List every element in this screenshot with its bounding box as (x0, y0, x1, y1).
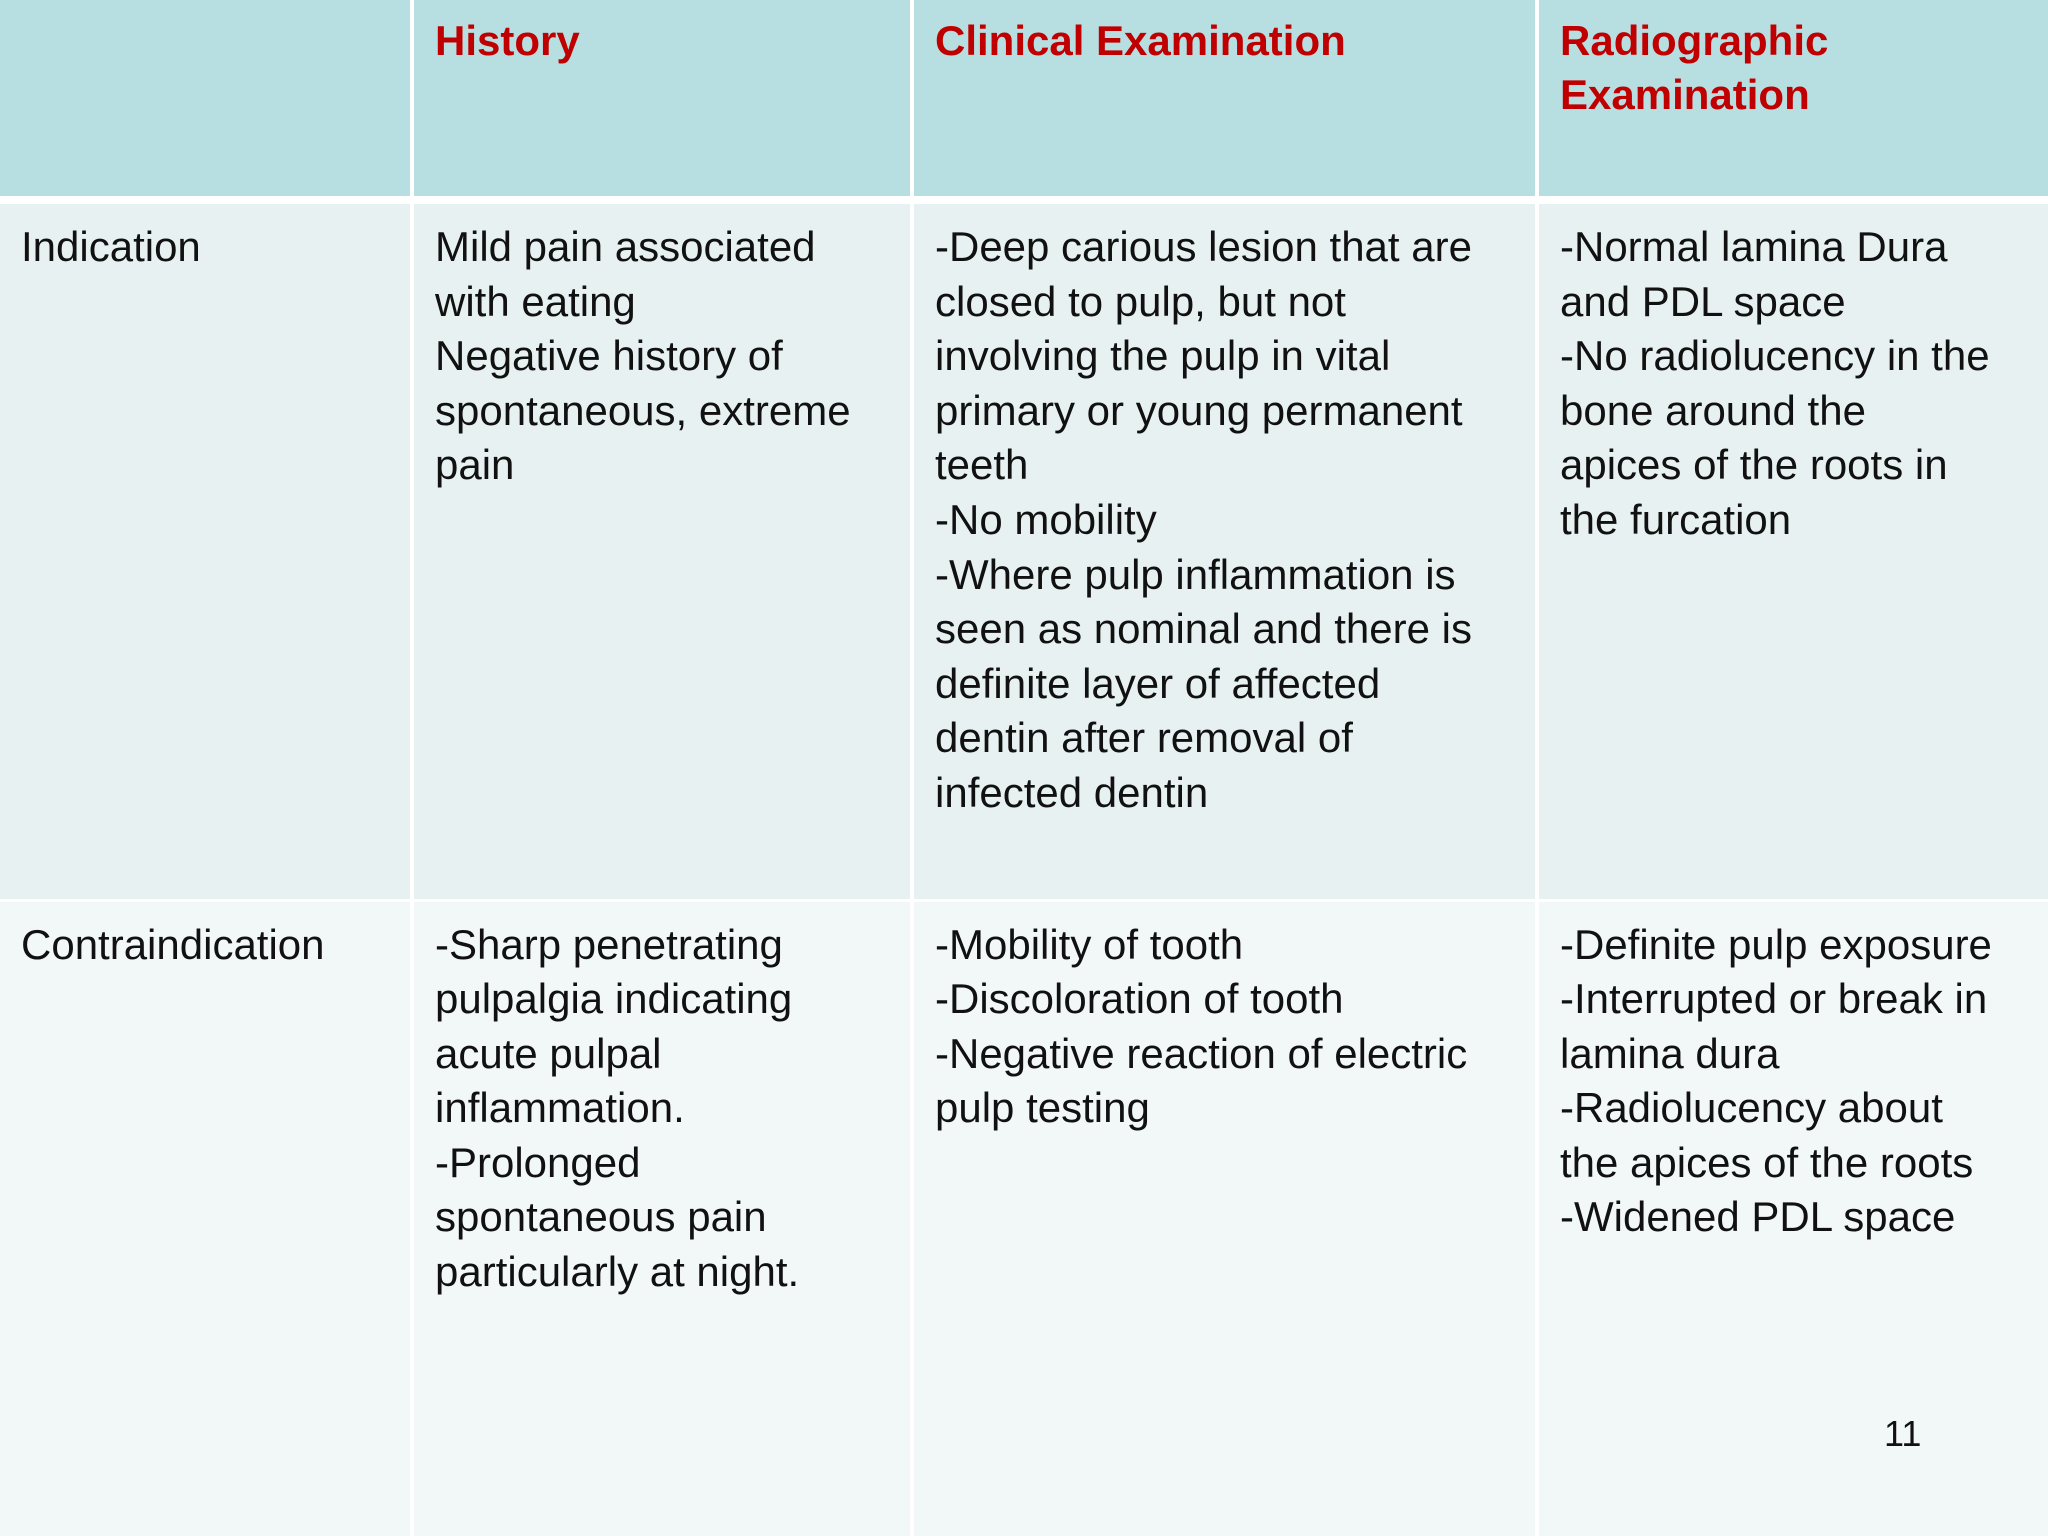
cell-contraindication-radiographic (1537, 900, 2048, 1536)
cell-line: -Interrupted or break in (1560, 975, 1988, 1023)
cell-line: -Negative reaction of electric (935, 1029, 1468, 1077)
header-line: Clinical Examination (935, 17, 1346, 64)
cell-indication-radiographic (1537, 200, 2048, 900)
cell-line: involving the pulp in vital (935, 332, 1391, 380)
cell-line: teeth (935, 441, 1029, 489)
cell-line: definite layer of affected (935, 659, 1381, 707)
header-line: Examination (1560, 71, 1810, 118)
cell-line: spontaneous, extreme (435, 386, 851, 434)
cell-line: dentin after removal of (935, 714, 1353, 762)
cell-line: pulpalgia indicating (435, 975, 793, 1023)
cell-line: the furcation (1560, 495, 1792, 543)
header-line: Radiographic (1560, 17, 1829, 64)
cell-line: -Mobility of tooth (935, 920, 1244, 968)
header-cell-history (412, 0, 912, 200)
header-line: History (435, 17, 580, 64)
cell-line: apices of the roots in (1560, 441, 1948, 489)
cell-line: -Widened PDL space (1560, 1193, 1956, 1241)
cell-line: -No radiolucency in the (1560, 332, 1990, 380)
cell-line: seen as nominal and there is (935, 605, 1472, 653)
cell-line: pulp testing (935, 1084, 1150, 1132)
cell-line: closed to pulp, but not (935, 277, 1346, 325)
header-cell-empty (0, 0, 412, 200)
row-label-indication (0, 200, 412, 900)
cell-line: -Radiolucency about (1560, 1084, 1943, 1132)
cell-line: -Normal lamina Dura (1560, 223, 1948, 270)
cell-line: -Discoloration of tooth (935, 975, 1344, 1023)
cell-indication-clinical (912, 200, 1537, 900)
cell-line: and PDL space (1560, 277, 1846, 325)
cell-line: primary or young permanent (935, 386, 1463, 434)
header-cell-radiographic-examination (1537, 0, 2048, 200)
cell-line: spontaneous pain (435, 1193, 767, 1241)
table-row-indication (0, 200, 2048, 900)
cell-line: -No mobility (935, 495, 1157, 543)
cell-line: particularly at night. (435, 1248, 800, 1296)
page-number: 11 (1884, 1413, 1922, 1454)
cell-line: -Prolonged (435, 1138, 641, 1186)
cell-line: bone around the (1560, 386, 1866, 434)
cell-line: Negative history of (435, 332, 783, 380)
row-label-contraindication (0, 900, 412, 1536)
cell-line: -Definite pulp exposure (1560, 920, 1992, 968)
cell-contraindication-clinical (912, 900, 1537, 1536)
row-label: Contraindication (21, 920, 325, 968)
table-header-row (0, 0, 2048, 200)
cell-line: -Where pulp inflammation is (935, 550, 1456, 598)
table-row-contraindication (0, 900, 2048, 1536)
cell-indication-history (412, 200, 912, 900)
header-cell-clinical-examination (912, 0, 1537, 200)
cell-line: the apices of the roots (1560, 1138, 1974, 1186)
row-label: Indication (21, 223, 201, 270)
cell-line: inflammation. (435, 1084, 685, 1132)
cell-line: lamina dura (1560, 1029, 1780, 1077)
cell-line: -Deep carious lesion that are (935, 223, 1472, 270)
cell-line: pain (435, 441, 515, 489)
cell-line: acute pulpal (435, 1029, 662, 1077)
cell-contraindication-history (412, 900, 912, 1536)
cell-line: Mild pain associated (435, 223, 816, 270)
cell-line: with eating (435, 277, 636, 325)
cell-line: infected dentin (935, 768, 1209, 816)
cell-line: -Sharp penetrating (435, 920, 783, 968)
